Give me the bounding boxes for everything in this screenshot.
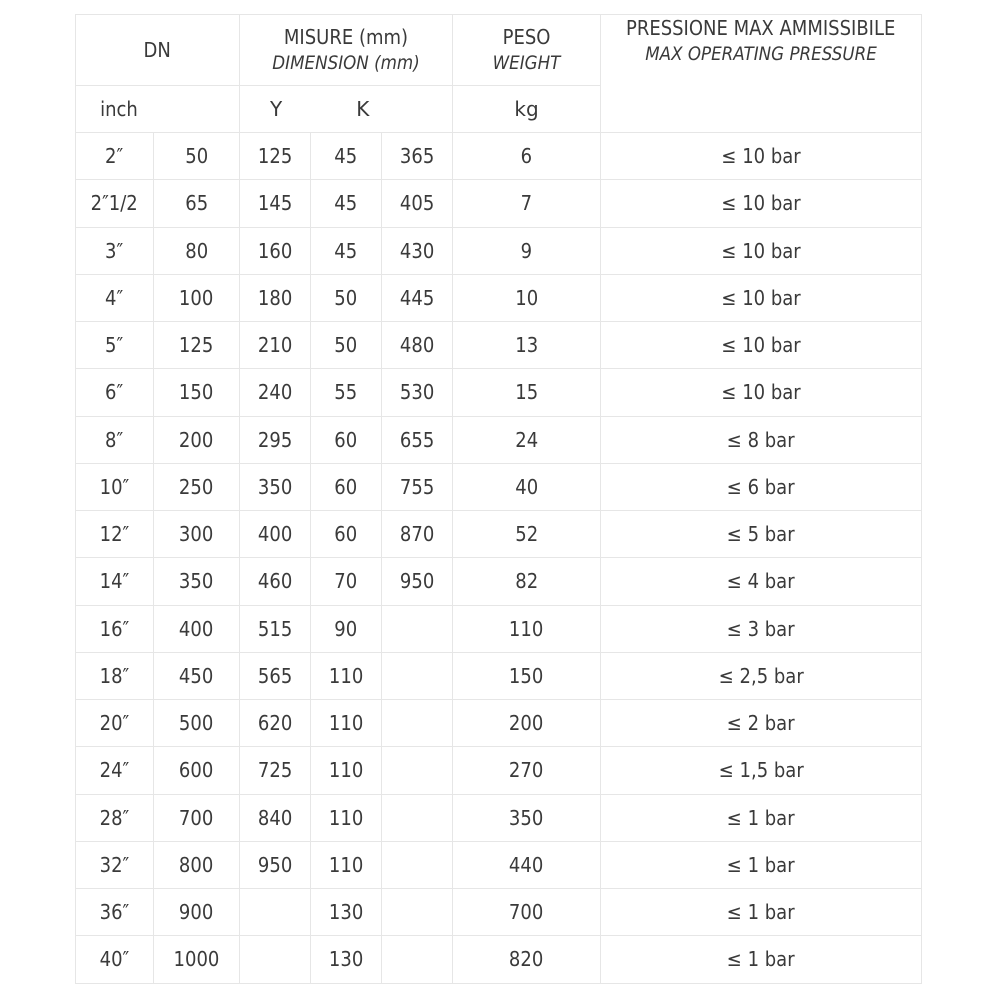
cell-k-value: 110 — [328, 852, 364, 877]
table-row — [76, 794, 922, 841]
cell-k-value: 55 — [334, 380, 358, 405]
cell-k — [311, 747, 382, 794]
unit-inch — [76, 86, 240, 133]
cell-pressure — [601, 322, 922, 369]
cell-k-extra — [382, 463, 453, 510]
cell-k — [311, 841, 382, 888]
cell-weight — [453, 747, 601, 794]
header-misure-label: MISURE (mm) — [283, 25, 409, 49]
cell-k — [311, 133, 382, 180]
header-pressure — [601, 15, 922, 133]
cell-inch-value: 12″ — [99, 522, 130, 547]
cell-inch — [76, 274, 154, 321]
cell-k-value: 60 — [334, 474, 358, 499]
cell-y-value: 950 — [257, 852, 293, 877]
unit-inch-label: inch — [100, 97, 138, 121]
cell-weight — [453, 558, 601, 605]
cell-k-extra — [382, 747, 453, 794]
cell-k — [311, 322, 382, 369]
cell-dn-value: 1000 — [173, 947, 220, 972]
table-row — [76, 889, 922, 936]
cell-pressure — [601, 652, 922, 699]
header-max-pressure-label: MAX OPERATING PRESSURE — [645, 43, 877, 65]
specifications-table — [75, 14, 922, 984]
cell-pressure — [601, 463, 922, 510]
cell-pressure-value: ≤ 1 bar — [727, 900, 795, 925]
cell-dn-value: 300 — [179, 522, 214, 547]
cell-y — [240, 652, 311, 699]
cell-weight-value: 820 — [509, 947, 544, 972]
unit-yk — [240, 86, 453, 133]
cell-y-value: 565 — [257, 663, 293, 688]
cell-weight — [453, 889, 601, 936]
cell-k-extra-value: 870 — [399, 522, 435, 547]
cell-pressure — [601, 227, 922, 274]
cell-pressure-value: ≤ 3 bar — [727, 616, 795, 641]
cell-dn-value: 65 — [185, 191, 208, 216]
cell-k-extra — [382, 180, 453, 227]
table-row — [76, 652, 922, 699]
cell-k — [311, 652, 382, 699]
cell-dn — [154, 841, 240, 888]
cell-pressure-value: ≤ 1 bar — [727, 805, 795, 830]
cell-y-value: 295 — [257, 427, 293, 452]
cell-inch-value: 2″1/2 — [90, 191, 139, 216]
cell-k-extra — [382, 794, 453, 841]
cell-k-value: 60 — [334, 427, 358, 452]
cell-k-extra — [382, 700, 453, 747]
cell-inch-value: 14″ — [99, 569, 130, 594]
cell-pressure — [601, 133, 922, 180]
cell-k-extra — [382, 369, 453, 416]
cell-inch — [76, 511, 154, 558]
cell-dn — [154, 605, 240, 652]
cell-pressure — [601, 180, 922, 227]
cell-pressure-value: ≤ 2,5 bar — [718, 663, 804, 688]
cell-k-extra — [382, 652, 453, 699]
cell-pressure-value: ≤ 1,5 bar — [718, 758, 804, 783]
cell-inch — [76, 889, 154, 936]
cell-k — [311, 936, 382, 983]
cell-dn-value: 600 — [179, 758, 214, 783]
cell-weight — [453, 936, 601, 983]
cell-pressure — [601, 700, 922, 747]
cell-weight — [453, 180, 601, 227]
cell-dn — [154, 180, 240, 227]
cell-dn — [154, 747, 240, 794]
cell-k-value: 130 — [328, 900, 364, 925]
cell-k-extra-value: 365 — [399, 144, 435, 169]
cell-inch — [76, 133, 154, 180]
unit-y-label: Y — [270, 97, 283, 121]
cell-k-extra — [382, 605, 453, 652]
cell-k-extra — [382, 841, 453, 888]
cell-k — [311, 463, 382, 510]
cell-pressure — [601, 416, 922, 463]
table-row — [76, 558, 922, 605]
cell-inch-value: 32″ — [99, 852, 130, 877]
cell-k-extra — [382, 274, 453, 321]
cell-y — [240, 511, 311, 558]
cell-y-value: 160 — [257, 238, 293, 263]
table-row — [76, 227, 922, 274]
cell-dn-value: 150 — [179, 380, 214, 405]
cell-k-value: 45 — [334, 191, 358, 216]
cell-y — [240, 889, 311, 936]
header-weight-label: WEIGHT — [492, 52, 561, 74]
cell-y — [240, 936, 311, 983]
cell-k-extra-value: 530 — [399, 380, 435, 405]
cell-k-value: 130 — [328, 947, 364, 972]
cell-k — [311, 227, 382, 274]
cell-y — [240, 700, 311, 747]
cell-k-extra — [382, 133, 453, 180]
cell-weight — [453, 841, 601, 888]
unit-kg-label: kg — [514, 97, 539, 121]
cell-weight — [453, 369, 601, 416]
cell-k-extra — [382, 227, 453, 274]
cell-dn-value: 350 — [179, 569, 214, 594]
cell-dn — [154, 652, 240, 699]
cell-pressure — [601, 274, 922, 321]
cell-y-value: 840 — [257, 805, 293, 830]
cell-y-value: 350 — [257, 474, 293, 499]
cell-dn — [154, 463, 240, 510]
header-peso-label: PESO — [502, 25, 551, 49]
header-misure — [240, 15, 453, 86]
cell-weight-value: 82 — [515, 569, 538, 594]
cell-y-value: 725 — [257, 758, 293, 783]
cell-pressure — [601, 936, 922, 983]
cell-inch-value: 24″ — [99, 758, 130, 783]
cell-weight-value: 350 — [509, 805, 544, 830]
cell-k — [311, 889, 382, 936]
cell-y — [240, 369, 311, 416]
cell-inch-value: 20″ — [99, 711, 130, 736]
cell-inch — [76, 747, 154, 794]
table-row — [76, 936, 922, 983]
cell-k-value: 50 — [334, 333, 358, 358]
cell-pressure — [601, 794, 922, 841]
cell-pressure — [601, 605, 922, 652]
cell-k-extra — [382, 936, 453, 983]
header-dn — [76, 15, 240, 86]
cell-inch-value: 40″ — [99, 947, 130, 972]
cell-weight — [453, 700, 601, 747]
cell-weight — [453, 794, 601, 841]
cell-k-extra — [382, 558, 453, 605]
cell-inch — [76, 227, 154, 274]
cell-weight-value: 9 — [520, 238, 533, 263]
cell-pressure-value: ≤ 10 bar — [721, 380, 801, 405]
table-row — [76, 369, 922, 416]
cell-weight — [453, 511, 601, 558]
cell-inch-value: 4″ — [105, 285, 124, 310]
cell-weight-value: 24 — [515, 427, 538, 452]
header-pressione-label: PRESSIONE MAX AMMISSIBILE — [626, 16, 896, 40]
cell-weight-value: 15 — [515, 380, 538, 405]
cell-inch-value: 3″ — [105, 238, 124, 263]
cell-weight-value: 440 — [509, 852, 544, 877]
cell-weight — [453, 652, 601, 699]
unit-kg — [453, 86, 601, 133]
cell-k — [311, 605, 382, 652]
cell-dn-value: 125 — [179, 333, 214, 358]
cell-weight-value: 13 — [515, 333, 538, 358]
cell-pressure-value: ≤ 1 bar — [727, 947, 795, 972]
cell-k-extra-value: 950 — [399, 569, 435, 594]
cell-dn-value: 450 — [179, 663, 214, 688]
cell-y — [240, 605, 311, 652]
cell-k-extra-value: 405 — [399, 191, 435, 216]
cell-dn-value: 80 — [185, 238, 208, 263]
cell-pressure-value: ≤ 8 bar — [727, 427, 795, 452]
cell-y-value: 400 — [257, 522, 293, 547]
cell-dn-value: 700 — [179, 805, 214, 830]
cell-inch — [76, 794, 154, 841]
cell-weight — [453, 605, 601, 652]
cell-inch — [76, 700, 154, 747]
cell-dn-value: 900 — [179, 900, 214, 925]
cell-dn-value: 200 — [179, 427, 214, 452]
cell-y — [240, 322, 311, 369]
cell-weight-value: 700 — [509, 900, 544, 925]
cell-pressure-value: ≤ 10 bar — [721, 144, 801, 169]
cell-k-extra-value: 430 — [399, 238, 435, 263]
cell-inch-value: 8″ — [105, 427, 124, 452]
cell-weight-value: 200 — [509, 711, 544, 736]
cell-pressure-value: ≤ 10 bar — [721, 333, 801, 358]
cell-inch — [76, 841, 154, 888]
cell-weight-value: 150 — [509, 663, 544, 688]
cell-dn — [154, 274, 240, 321]
cell-k-value: 110 — [328, 805, 364, 830]
cell-weight-value: 110 — [509, 616, 544, 641]
cell-pressure-value: ≤ 10 bar — [721, 238, 801, 263]
cell-inch-value: 18″ — [99, 663, 130, 688]
cell-y — [240, 841, 311, 888]
cell-k-extra — [382, 511, 453, 558]
cell-inch — [76, 180, 154, 227]
cell-k-value: 45 — [334, 238, 358, 263]
cell-y-value: 145 — [257, 191, 293, 216]
cell-k-value: 110 — [328, 663, 364, 688]
header-dn-label: DN — [143, 38, 172, 62]
cell-pressure-value: ≤ 10 bar — [721, 285, 801, 310]
cell-y-value: 125 — [257, 144, 293, 169]
cell-inch-value: 10″ — [99, 474, 130, 499]
cell-dn — [154, 558, 240, 605]
cell-weight-value: 6 — [520, 144, 533, 169]
table-row — [76, 322, 922, 369]
cell-dn — [154, 700, 240, 747]
cell-inch-value: 2″ — [105, 144, 124, 169]
cell-pressure-value: ≤ 5 bar — [727, 522, 795, 547]
cell-k — [311, 416, 382, 463]
cell-y — [240, 180, 311, 227]
table-row — [76, 700, 922, 747]
cell-inch-value: 16″ — [99, 616, 130, 641]
cell-y — [240, 747, 311, 794]
cell-y — [240, 133, 311, 180]
cell-dn — [154, 416, 240, 463]
unit-k-label: K — [356, 97, 370, 121]
cell-weight-value: 10 — [515, 285, 538, 310]
cell-pressure — [601, 841, 922, 888]
cell-inch — [76, 322, 154, 369]
cell-k — [311, 511, 382, 558]
cell-k-extra-value: 480 — [399, 333, 435, 358]
cell-dn — [154, 369, 240, 416]
cell-dn — [154, 889, 240, 936]
cell-inch — [76, 463, 154, 510]
cell-k — [311, 558, 382, 605]
cell-dn — [154, 227, 240, 274]
cell-dn — [154, 936, 240, 983]
cell-k-value: 70 — [334, 569, 358, 594]
cell-k-extra — [382, 416, 453, 463]
cell-dn-value: 500 — [179, 711, 214, 736]
cell-inch — [76, 416, 154, 463]
cell-dn-value: 50 — [185, 144, 208, 169]
cell-k-extra — [382, 322, 453, 369]
cell-pressure-value: ≤ 10 bar — [721, 191, 801, 216]
cell-y — [240, 274, 311, 321]
cell-pressure-value: ≤ 1 bar — [727, 852, 795, 877]
cell-k-value: 110 — [328, 711, 364, 736]
cell-pressure — [601, 511, 922, 558]
cell-y — [240, 794, 311, 841]
cell-dn-value: 250 — [179, 474, 214, 499]
cell-k-extra-value: 445 — [399, 285, 435, 310]
cell-dn-value: 400 — [179, 616, 214, 641]
cell-k-extra-value: 755 — [399, 474, 435, 499]
cell-inch-value: 5″ — [105, 333, 124, 358]
cell-weight-value: 52 — [515, 522, 538, 547]
cell-weight — [453, 416, 601, 463]
cell-pressure — [601, 558, 922, 605]
cell-weight — [453, 227, 601, 274]
cell-weight — [453, 322, 601, 369]
cell-inch-value: 36″ — [99, 900, 130, 925]
cell-dn-value: 100 — [179, 285, 214, 310]
cell-dn — [154, 511, 240, 558]
cell-weight — [453, 133, 601, 180]
table-row — [76, 463, 922, 510]
cell-weight-value: 7 — [520, 191, 533, 216]
cell-dn — [154, 322, 240, 369]
cell-k-extra — [382, 889, 453, 936]
cell-pressure — [601, 889, 922, 936]
cell-y-value: 180 — [257, 285, 293, 310]
cell-weight-value: 270 — [509, 758, 544, 783]
table-row — [76, 133, 922, 180]
cell-pressure-value: ≤ 2 bar — [727, 711, 795, 736]
cell-k — [311, 794, 382, 841]
cell-dn — [154, 794, 240, 841]
cell-pressure — [601, 747, 922, 794]
cell-weight — [453, 463, 601, 510]
cell-y — [240, 558, 311, 605]
cell-inch — [76, 936, 154, 983]
cell-k-value: 90 — [334, 616, 358, 641]
cell-k — [311, 180, 382, 227]
cell-k-value: 60 — [334, 522, 358, 547]
cell-inch — [76, 652, 154, 699]
cell-y-value: 460 — [257, 569, 293, 594]
table-row — [76, 416, 922, 463]
cell-weight-value: 40 — [515, 474, 538, 499]
header-row-titles — [76, 15, 922, 86]
cell-inch — [76, 558, 154, 605]
cell-inch-value: 28″ — [99, 805, 130, 830]
cell-y — [240, 227, 311, 274]
cell-dn — [154, 133, 240, 180]
cell-y-value: 210 — [257, 333, 293, 358]
cell-inch — [76, 605, 154, 652]
header-peso — [453, 15, 601, 86]
cell-k — [311, 700, 382, 747]
cell-k-extra-value: 655 — [399, 427, 435, 452]
table-row — [76, 274, 922, 321]
table-row — [76, 605, 922, 652]
cell-k — [311, 274, 382, 321]
cell-y — [240, 416, 311, 463]
cell-y-value: 240 — [257, 380, 293, 405]
cell-pressure — [601, 369, 922, 416]
table-row — [76, 841, 922, 888]
cell-k-value: 45 — [334, 144, 358, 169]
cell-pressure-value: ≤ 4 bar — [727, 569, 795, 594]
cell-k-value: 50 — [334, 285, 358, 310]
cell-y-value: 620 — [257, 711, 293, 736]
table-row — [76, 747, 922, 794]
cell-inch-value: 6″ — [105, 380, 124, 405]
table-row — [76, 511, 922, 558]
cell-y — [240, 463, 311, 510]
cell-k-value: 110 — [328, 758, 364, 783]
cell-pressure-value: ≤ 6 bar — [727, 474, 795, 499]
cell-y-value: 515 — [257, 616, 293, 641]
table-row — [76, 180, 922, 227]
header-dimension-label: DIMENSION (mm) — [272, 52, 420, 74]
cell-k — [311, 369, 382, 416]
cell-weight — [453, 274, 601, 321]
cell-dn-value: 800 — [179, 852, 214, 877]
cell-inch — [76, 369, 154, 416]
